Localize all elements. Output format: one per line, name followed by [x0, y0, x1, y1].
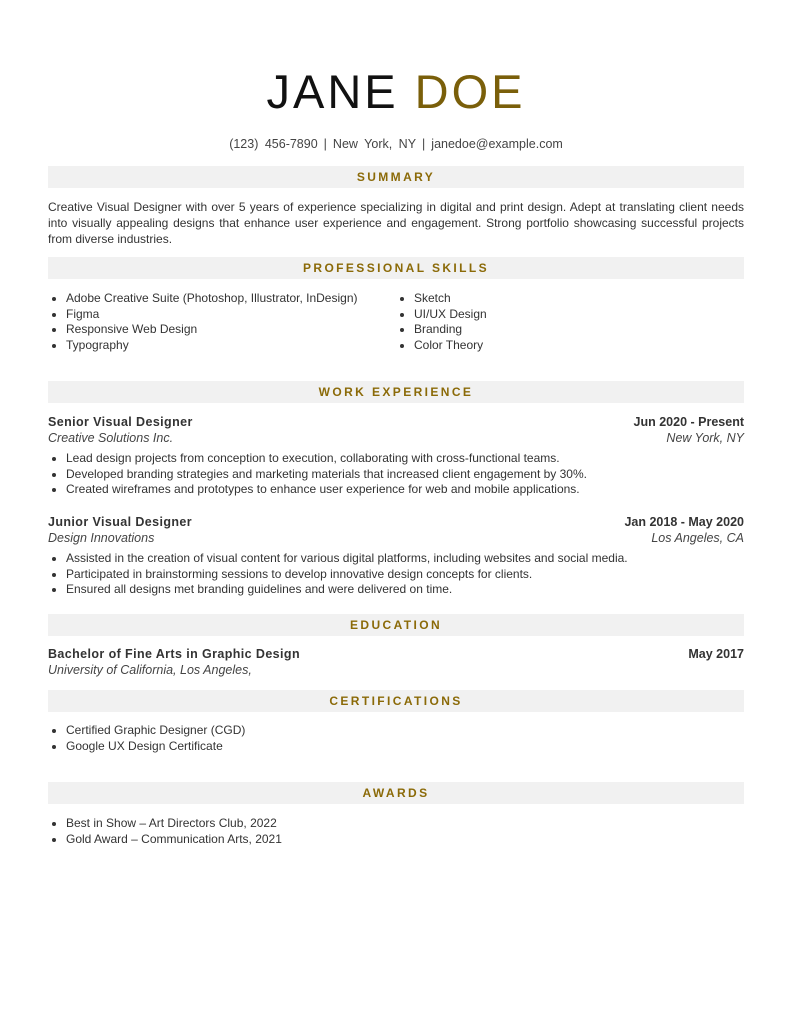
awards-list: [48, 816, 282, 847]
skills-heading: PROFESSIONAL SKILLS: [48, 257, 744, 279]
list-item: Sketch: [396, 291, 487, 307]
job-company: Design Innovations: [48, 531, 155, 545]
education-heading: EDUCATION: [48, 614, 744, 636]
list-item: Branding: [396, 322, 487, 338]
summary-heading: SUMMARY: [48, 166, 744, 188]
certifications-list: [48, 723, 245, 754]
list-item: Best in Show – Art Directors Club, 2022: [48, 816, 282, 832]
certifications-heading: CERTIFICATIONS: [48, 690, 744, 712]
email[interactable]: janedoe@example.com: [431, 137, 563, 151]
list-item: UI/UX Design: [396, 307, 487, 323]
list-item: Developed branding strategies and marketing materials that increased client engagement by 30%.: [48, 467, 587, 483]
job-dates: Jun 2020 - Present: [633, 415, 744, 429]
job-header: [48, 414, 744, 430]
skills-list-left: [48, 291, 358, 354]
location: New York, NY: [332, 137, 417, 151]
job-subheader: [48, 530, 744, 546]
job-subheader: [48, 430, 744, 446]
job-company: Creative Solutions Inc.: [48, 431, 174, 445]
list-item: Adobe Creative Suite (Photoshop, Illustrator, InDesign): [48, 291, 358, 307]
job-bullets: [48, 451, 587, 498]
summary-text: Creative Visual Designer with over 5 years of experience specializing in digital and print design. Adept at translating client needs into visually appealing designs that enhance user experience and engagement. Strong portfolio showcasing successful projects from diverse industries.: [48, 200, 744, 246]
first-name: JANE: [266, 65, 399, 118]
list-item: Created wireframes and prototypes to enhance user experience for web and mobile applications.: [48, 482, 587, 498]
job-location: New York, NY: [666, 431, 744, 445]
awards-heading: AWARDS: [48, 782, 744, 804]
education-subheader: [48, 662, 744, 678]
degree: Bachelor of Fine Arts in Graphic Design: [48, 647, 300, 661]
list-item: Assisted in the creation of visual content for various digital platforms, including websites and social media.: [48, 551, 628, 567]
job-bullets: [48, 551, 628, 598]
job-title: Junior Visual Designer: [48, 515, 193, 529]
list-item: Google UX Design Certificate: [48, 739, 245, 755]
skills-list-right: [396, 291, 487, 354]
phone: (123) 456-7890: [229, 137, 318, 151]
education-header: [48, 646, 744, 662]
list-item: Figma: [48, 307, 358, 323]
list-item: Typography: [48, 338, 358, 354]
job-dates: Jan 2018 - May 2020: [624, 515, 744, 529]
candidate-name: [48, 64, 744, 120]
list-item: Certified Graphic Designer (CGD): [48, 723, 245, 739]
graduation-date: May 2017: [688, 647, 744, 661]
list-item: Participated in brainstorming sessions to develop innovative design concepts for clients.: [48, 567, 628, 583]
list-item: Ensured all designs met branding guidelines and were delivered on time.: [48, 582, 628, 598]
job-header: [48, 514, 744, 530]
contact-line: [48, 137, 744, 151]
contact-separator: |: [323, 137, 327, 151]
job-title: Senior Visual Designer: [48, 415, 193, 429]
job-location: Los Angeles, CA: [651, 531, 744, 545]
list-item: Color Theory: [396, 338, 487, 354]
last-name: DOE: [414, 65, 526, 118]
list-item: Gold Award – Communication Arts, 2021: [48, 832, 282, 848]
list-item: Responsive Web Design: [48, 322, 358, 338]
school: University of California, Los Angeles,: [48, 663, 252, 677]
list-item: Lead design projects from conception to execution, collaborating with cross-functional teams.: [48, 451, 587, 467]
contact-separator: |: [422, 137, 426, 151]
experience-heading: WORK EXPERIENCE: [48, 381, 744, 403]
